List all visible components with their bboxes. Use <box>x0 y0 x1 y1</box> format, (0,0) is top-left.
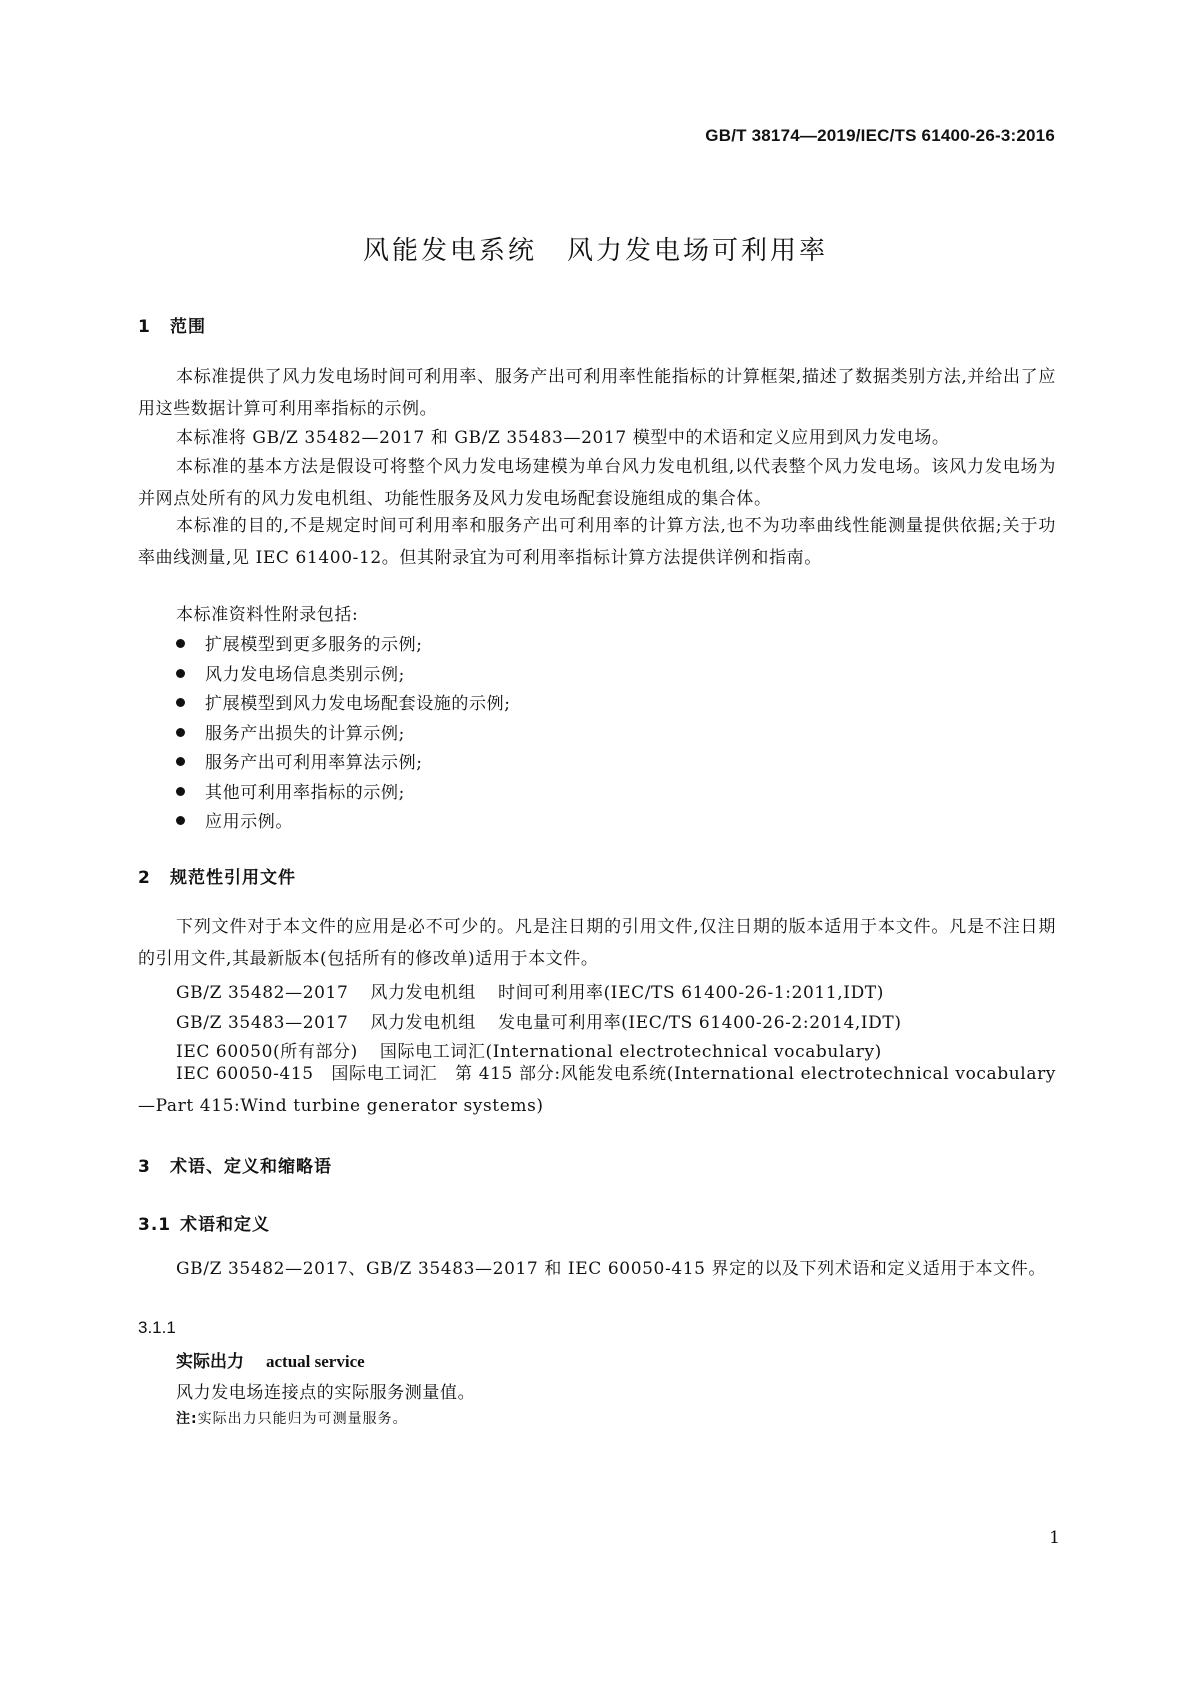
bullet-icon <box>176 639 185 648</box>
term-name-en: actual service <box>266 1352 365 1371</box>
term-definition: 风力发电场连接点的实际服务测量值。 <box>176 1383 476 1403</box>
paragraph: 本标准资料性附录包括: <box>176 605 359 625</box>
paragraph: 本标准的基本方法是假设可将整个风力发电场建模为单台风力发电机组,以代表整个风力发电场。该风力发电场为并网点处所有的风力发电机组、功能性服务及风力发电场配套设施组成的集合体。 <box>138 457 1056 509</box>
paragraph: 本标准提供了风力发电场时间可利用率、服务产出可利用率性能指标的计算框架,描述了数据类别方法,并给出了应用这些数据计算可利用率指标的示例。 <box>138 367 1056 419</box>
section-1-heading <box>138 312 206 337</box>
reference-item: GB/Z 35483—2017 风力发电机组 发电量可利用率(IEC/TS 61400-26-2:2014,IDT) <box>176 1013 902 1033</box>
reference-item: IEC 60050-415 国际电工词汇 第 415 部分:风能发电系统(International electrotechnical vocabulary—Part 415:Wind turbine generator systems) <box>138 1064 1056 1116</box>
section-3-heading <box>138 1152 332 1177</box>
bullet-icon <box>176 728 185 737</box>
bullet-icon <box>176 669 185 678</box>
reference-item: IEC 60050(所有部分) 国际电工词汇(International electrotechnical vocabulary) <box>176 1042 882 1062</box>
section-number: 2 <box>138 868 151 888</box>
bullet-icon <box>176 787 185 796</box>
page-title <box>0 230 1191 267</box>
section-title: 范围 <box>170 317 206 337</box>
section-number: 3 <box>138 1157 151 1177</box>
subsection-heading <box>138 1210 270 1235</box>
list-item: 服务产出可利用率算法示例; <box>176 748 423 773</box>
term-name <box>176 1347 365 1372</box>
paragraph: GB/Z 35482—2017、GB/Z 35483—2017 和 IEC 60050-415 界定的以及下列术语和定义适用于本文件。 <box>176 1259 1046 1279</box>
term-note <box>176 1408 408 1428</box>
section-title: 术语、定义和缩略语 <box>170 1157 332 1177</box>
paragraph: 本标准的目的,不是规定时间可利用率和服务产出可利用率的计算方法,也不为功率曲线性能测量提供依据;关于功率曲线测量,见 IEC 61400-12。但其附录宜为可利用率指标计算方法提供详例和指南。 <box>138 516 1056 568</box>
list-item: 应用示例。 <box>176 807 293 832</box>
note-text: 实际出力只能归为可测量服务。 <box>197 1411 408 1427</box>
paragraph: 下列文件对于本文件的应用是必不可少的。凡是注日期的引用文件,仅注日期的版本适用于本文件。凡是不注日期的引用文件,其最新版本(包括所有的修改单)适用于本文件。 <box>138 917 1056 969</box>
page-number: 1 <box>1049 1528 1060 1548</box>
bullet-icon <box>176 757 185 766</box>
title-part-1: 风能发电系统 <box>362 236 537 266</box>
title-part-2: 风力发电场可利用率 <box>567 236 829 266</box>
section-title: 规范性引用文件 <box>170 868 296 888</box>
subsection-title: 术语和定义 <box>180 1215 270 1235</box>
reference-item: GB/Z 35482—2017 风力发电机组 时间可利用率(IEC/TS 61400-26-1:2011,IDT) <box>176 983 884 1003</box>
standard-code: GB/T 38174—2019/IEC/TS 61400-26-3:2016 <box>705 126 1055 145</box>
bullet-icon <box>176 698 185 707</box>
bullet-icon <box>176 816 185 825</box>
section-2-heading <box>138 863 296 888</box>
list-item: 风力发电场信息类别示例; <box>176 660 405 685</box>
term-name-cn: 实际出力 <box>176 1352 244 1372</box>
list-item: 扩展模型到更多服务的示例; <box>176 630 423 655</box>
subsection-number: 3.1 <box>138 1215 172 1235</box>
list-item: 服务产出损失的计算示例; <box>176 719 405 744</box>
list-item: 扩展模型到风力发电场配套设施的示例; <box>176 689 511 714</box>
term-number: 3.1.1 <box>138 1318 176 1337</box>
paragraph: 本标准将 GB/Z 35482—2017 和 GB/Z 35483—2017 模型中的术语和定义应用到风力发电场。 <box>176 428 950 448</box>
section-number: 1 <box>138 317 151 337</box>
note-label: 注: <box>176 1411 198 1427</box>
list-item: 其他可利用率指标的示例; <box>176 778 405 803</box>
